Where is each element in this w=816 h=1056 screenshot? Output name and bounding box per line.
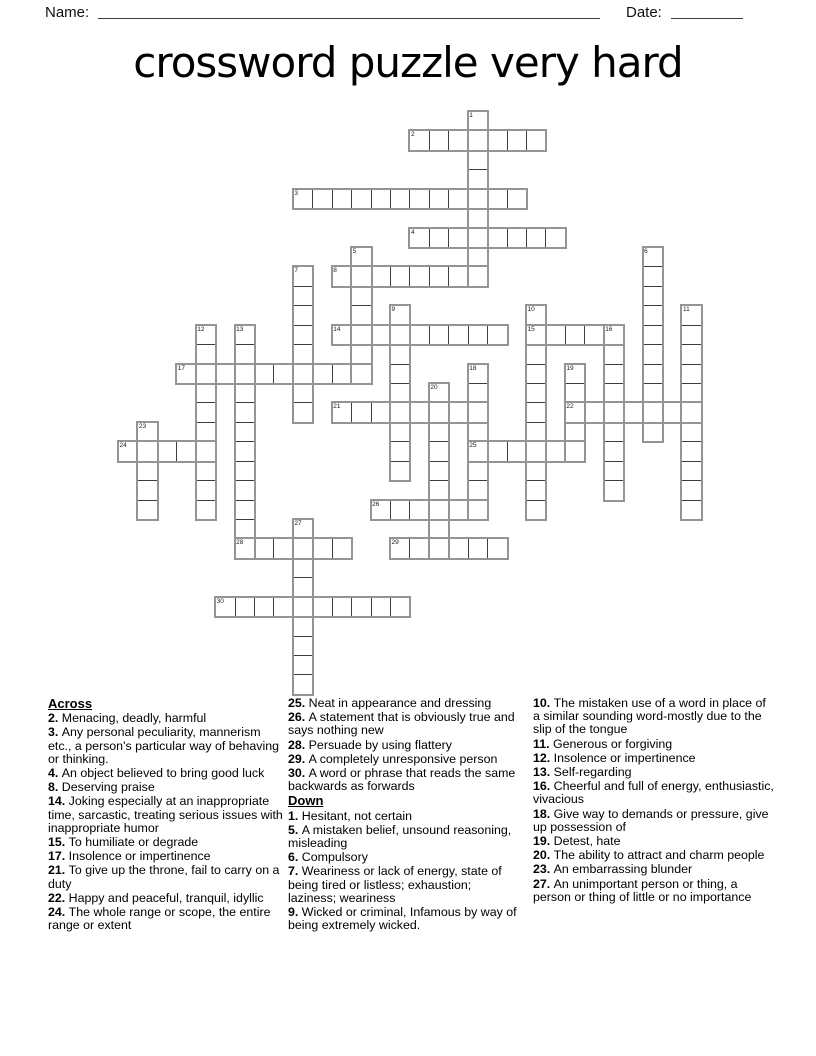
grid-cell[interactable] [390,266,410,286]
grid-cell[interactable] [293,305,313,325]
grid-cell[interactable] [507,130,527,150]
clue-number-label: 17 [177,364,186,372]
clue-number-label: 4 [410,228,415,236]
clue-item-across-14: 14. Joking especially at an inappropriate time, sarcastic, treating serious issues with inappropriate humor [48,794,283,835]
grid-cell[interactable] [681,461,701,481]
grid-cell[interactable] [604,480,624,500]
grid-cell[interactable] [448,130,468,150]
grid-cell[interactable] [273,538,293,558]
clue-number-label: 19 [566,364,574,372]
grid-cell[interactable] [681,344,701,364]
grid-cell[interactable] [604,383,624,403]
grid-cell[interactable] [565,441,585,461]
grid-cell[interactable] [390,325,410,345]
grid-cell[interactable] [643,305,663,325]
clue-number-label: 16 [605,325,613,333]
grid-cell[interactable] [371,189,391,209]
grid-cell[interactable] [681,441,701,461]
grid-cell[interactable] [312,364,332,384]
grid-cell[interactable] [604,441,624,461]
grid-cell[interactable] [526,441,546,461]
grid-cell[interactable] [196,441,216,461]
clue-number-label: 22 [566,403,574,411]
grid-cell[interactable] [643,422,663,442]
grid-cell[interactable] [293,538,313,558]
clue-column-1 [48,697,283,933]
clue-item-down-5: 5. A mistaken belief, unsound reasoning, misleading [288,822,512,851]
grid-cell[interactable] [487,325,507,345]
clue-item-down-6: 6. Compulsory [288,850,368,865]
grid-cell[interactable] [681,383,701,403]
grid-cell[interactable] [371,266,391,286]
grid-cell[interactable] [429,538,449,558]
grid-cell[interactable] [409,266,429,286]
grid-cell[interactable] [681,480,701,500]
grid-cell[interactable] [429,461,449,481]
grid-cell[interactable] [254,364,274,384]
clue-item-across-3: 3. Any personal peculiarity, mannerism etc., a person's particular way of behaving or thinking. [48,725,280,766]
grid-cell[interactable] [293,286,313,306]
grid-cell[interactable] [390,422,410,442]
grid-cell[interactable] [235,441,255,461]
grid-cell[interactable] [215,364,235,384]
grid-cell[interactable] [565,383,585,403]
clue-number-label: 11 [682,306,690,314]
grid-cell[interactable] [429,480,449,500]
clue-item-across-29: 29. A completely unresponsive person [288,751,498,766]
grid-cell[interactable] [487,130,507,150]
grid-cell[interactable] [526,228,546,248]
grid-cell[interactable] [643,266,663,286]
clue-number-label: 3 [294,189,298,197]
grid-cell[interactable] [448,325,468,345]
clue-number-label: 10 [527,306,535,314]
grid-cell[interactable] [293,577,313,597]
clue-item-across-21: 21. To give up the throne, fail to carry on a duty [48,863,280,891]
grid-cell[interactable] [468,422,488,442]
grid-cell[interactable] [332,189,352,209]
grid-cell[interactable] [235,519,255,539]
grid-cell[interactable] [429,325,449,345]
clue-number-label: 26 [372,500,380,508]
clue-column-3 [533,697,776,905]
grid-cell[interactable] [526,344,546,364]
grid-cell[interactable] [526,461,546,481]
grid-cell[interactable] [235,461,255,481]
grid-cell[interactable] [176,441,196,461]
clue-number-label: 21 [333,403,341,411]
grid-cell[interactable] [526,500,546,520]
grid-cell[interactable] [429,189,449,209]
grid-cell[interactable] [623,402,643,422]
clue-number-label: 13 [236,325,244,333]
grid-cell[interactable] [681,402,701,422]
grid-cell[interactable] [293,655,313,675]
grid-cell[interactable] [273,597,293,617]
grid-cell[interactable] [137,500,157,520]
grid-cell[interactable] [584,402,604,422]
grid-cell[interactable] [409,500,429,520]
clue-item-down-9: 9. Wicked or criminal, Infamous by way of being extremely wicked. [288,905,517,933]
grid-cell[interactable] [429,402,449,422]
name-label: Name: [45,4,90,21]
grid-cell[interactable] [235,500,255,520]
grid-cell[interactable] [351,286,371,306]
grid-cell[interactable] [137,441,157,461]
grid-cell[interactable] [468,461,488,481]
clue-item-across-15: 15. To humiliate or degrade [48,835,199,850]
clue-number-label: 30 [216,597,224,605]
clue-column-2 [288,697,519,933]
grid-cell[interactable] [681,500,701,520]
clue-number-label: 1 [469,112,473,119]
clue-item-across-25: 25. Neat in appearance and dressing [288,696,492,710]
grid-cell[interactable] [468,538,488,558]
clue-number-label: 2 [410,131,415,139]
clue-item-down-10: 10. The mistaken use of a word in place of a similar sounding word-mostly due to the slip of the tongue [533,696,766,737]
grid-cell[interactable] [681,325,701,345]
grid-cell[interactable] [429,441,449,461]
grid-cell[interactable] [565,325,585,345]
grid-cell[interactable] [681,364,701,384]
grid-cell[interactable] [429,500,449,520]
grid-cell[interactable] [468,480,488,500]
grid-cell[interactable] [351,402,371,422]
clues-section-header: Down [288,793,324,809]
clue-number-label: 18 [469,364,477,372]
grid-cell[interactable] [196,500,216,520]
grid-cell[interactable] [332,538,352,558]
clue-item-down-23: 23. An embarrassing blunder [533,862,693,877]
clue-number-label: 5 [352,248,357,255]
grid-cell[interactable] [468,500,488,520]
grid-cell[interactable] [273,364,293,384]
grid-cell[interactable] [196,461,216,481]
clue-item-across-28: 28. Persuade by using flattery [288,737,452,752]
name-field-line[interactable] [98,18,600,19]
grid-cell[interactable] [390,500,410,520]
grid-cell[interactable] [293,364,313,384]
grid-cell[interactable] [526,383,546,403]
clue-item-across-30: 30. A word or phrase that reads the same backwards as forwards [288,766,516,794]
grid-cell[interactable] [468,189,488,209]
grid-cell[interactable] [681,422,701,442]
clues-section-header: Across [48,696,93,711]
grid-cell[interactable] [643,383,663,403]
clue-item-across-17: 17. Insolence or impertinence [48,849,211,864]
grid-cell[interactable] [468,266,488,286]
grid-cell[interactable] [526,402,546,422]
grid-cell[interactable] [468,208,488,228]
grid-cell[interactable] [351,305,371,325]
grid-cell[interactable] [390,402,410,422]
grid-cell[interactable] [390,344,410,364]
grid-cell[interactable] [468,228,488,248]
grid-cell[interactable] [448,228,468,248]
clue-item-across-4: 4. An object believed to bring good luck [48,766,265,781]
grid-cell[interactable] [487,441,507,461]
grid-cell[interactable] [254,597,274,617]
grid-cell[interactable] [137,480,157,500]
grid-cell[interactable] [293,402,313,422]
grid-cell[interactable] [545,441,565,461]
grid-cell[interactable] [448,538,468,558]
clue-number-label: 28 [236,539,244,547]
grid-cell[interactable] [604,461,624,481]
grid-cell[interactable] [332,597,352,617]
grid-cell[interactable] [371,402,391,422]
grid-cell[interactable] [235,597,255,617]
grid-cell[interactable] [409,538,429,558]
grid-cell[interactable] [429,130,449,150]
clue-item-down-11: 11. Generous or forgiving [533,736,673,751]
grid-cell[interactable] [293,558,313,578]
clue-item-down-7: 7. Weariness or lack of energy, state of being tired or listless; exhaustion; laziness; weariness [288,864,502,905]
grid-cell[interactable] [351,364,371,384]
grid-cell[interactable] [643,364,663,384]
grid-cell[interactable] [196,422,216,442]
clue-number-label: 8 [333,267,337,275]
grid-cell[interactable] [468,150,488,170]
grid-cell[interactable] [507,228,527,248]
grid-cell[interactable] [351,325,371,345]
grid-cell[interactable] [312,597,332,617]
grid-cell[interactable] [604,364,624,384]
clue-number-label: 6 [644,248,648,255]
grid-cell[interactable] [390,364,410,384]
grid-cell[interactable] [643,286,663,306]
grid-cell[interactable] [604,344,624,364]
clue-number-label: 9 [391,306,396,314]
grid-cell[interactable] [468,130,488,150]
grid-cell[interactable] [429,228,449,248]
grid-cell[interactable] [196,402,216,422]
grid-cell[interactable] [526,130,546,150]
grid-cell[interactable] [293,674,313,694]
grid-cell[interactable] [448,266,468,286]
clue-number-label: 29 [391,539,399,547]
grid-cell[interactable] [254,538,274,558]
grid-cell[interactable] [643,402,663,422]
grid-cell[interactable] [312,538,332,558]
clue-number-label: 25 [469,442,477,450]
grid-cell[interactable] [235,422,255,442]
grid-cell[interactable] [293,597,313,617]
clue-item-across-26: 26. A statement that is obviously true and says nothing new [288,710,515,738]
grid-cell[interactable] [468,325,488,345]
date-field-line[interactable] [671,18,743,19]
clue-item-down-27: 27. An unimportant person or thing, a person or thing of little or no importance [533,876,752,904]
grid-cell[interactable] [351,344,371,364]
grid-cell[interactable] [507,441,527,461]
clue-item-down-16: 16. Cheerful and full of energy, enthusiastic, vivacious [533,779,774,807]
grid-cell[interactable] [545,325,565,345]
page-title: crossword puzzle very hard [133,38,683,87]
grid-cell[interactable] [293,383,313,403]
grid-cell[interactable] [409,325,429,345]
clue-number-label: 15 [527,325,535,333]
grid-cell[interactable] [293,344,313,364]
grid-cell[interactable] [526,364,546,384]
clue-item-down-19: 19. Detest, hate [533,834,621,849]
clue-item-across-22: 22. Happy and peaceful, tranquil, idyllic [48,890,264,905]
grid-cell[interactable] [235,480,255,500]
grid-cell[interactable] [235,364,255,384]
grid-cell[interactable] [468,383,488,403]
grid-cell[interactable] [409,402,429,422]
grid-cell[interactable] [235,383,255,403]
grid-cell[interactable] [196,344,216,364]
grid-cell[interactable] [235,402,255,422]
clue-item-across-24: 24. The whole range or scope, the entire range or extent [48,905,271,933]
grid-cell[interactable] [468,169,488,189]
grid-cell[interactable] [604,422,624,442]
grid-cell[interactable] [371,597,391,617]
grid-cell[interactable] [468,247,488,267]
grid-cell[interactable] [526,422,546,442]
grid-cell[interactable] [604,402,624,422]
grid-cell[interactable] [584,325,604,345]
grid-cell[interactable] [390,597,410,617]
grid-cell[interactable] [390,383,410,403]
grid-cell[interactable] [429,422,449,442]
grid-cell[interactable] [507,189,527,209]
grid-cell[interactable] [487,228,507,248]
grid-cell[interactable] [293,616,313,636]
crossword-grid [118,111,702,695]
grid-cell[interactable] [662,402,682,422]
grid-cell[interactable] [293,636,313,656]
clue-number-label: 14 [333,325,341,333]
grid-cell[interactable] [196,364,216,384]
clue-number-label: 20 [430,384,438,392]
clue-number-label: 23 [138,422,147,430]
grid-cell[interactable] [409,189,429,209]
grid-cell[interactable] [487,538,507,558]
clue-number-label: 27 [294,520,302,528]
clue-number-label: 24 [119,442,127,450]
grid-cell[interactable] [196,480,216,500]
grid-cell[interactable] [157,441,177,461]
date-label: Date: [626,4,662,21]
clue-item-across-2: 2. Menacing, deadly, harmful [48,711,207,726]
grid-cell[interactable] [468,402,488,422]
grid-cell[interactable] [390,461,410,481]
grid-cell[interactable] [429,519,449,539]
grid-cell[interactable] [448,189,468,209]
grid-cell[interactable] [137,461,157,481]
grid-cell[interactable] [526,480,546,500]
grid-cell[interactable] [351,189,371,209]
grid-cell[interactable] [390,189,410,209]
grid-cell[interactable] [293,325,313,345]
clue-number-label: 7 [294,267,298,275]
grid-cell[interactable] [487,189,507,209]
clue-item-across-8: 8. Deserving praise [48,780,155,795]
grid-cell[interactable] [643,344,663,364]
grid-cell[interactable] [565,422,585,442]
grid-cell[interactable] [390,441,410,461]
grid-cell[interactable] [235,344,255,364]
clue-item-down-1: 1. Hesitant, not certain [288,808,412,823]
grid-cell[interactable] [332,364,352,384]
grid-cell[interactable] [196,383,216,403]
grid-cell[interactable] [429,266,449,286]
grid-cell[interactable] [312,189,332,209]
grid-cell[interactable] [351,597,371,617]
grid-cell[interactable] [448,402,468,422]
clue-item-down-20: 20. The ability to attract and charm people [533,848,765,863]
grid-cell[interactable] [371,325,391,345]
grid-cell[interactable] [545,228,565,248]
clue-number-label: 12 [197,325,205,333]
grid-cell[interactable] [448,500,468,520]
grid-cell[interactable] [351,266,371,286]
clue-item-down-12: 12. Insolence or impertinence [533,750,696,765]
clue-item-down-13: 13. Self-regarding [533,765,632,780]
clue-item-down-18: 18. Give way to demands or pressure, give up possession of [533,806,769,834]
grid-cell[interactable] [643,325,663,345]
